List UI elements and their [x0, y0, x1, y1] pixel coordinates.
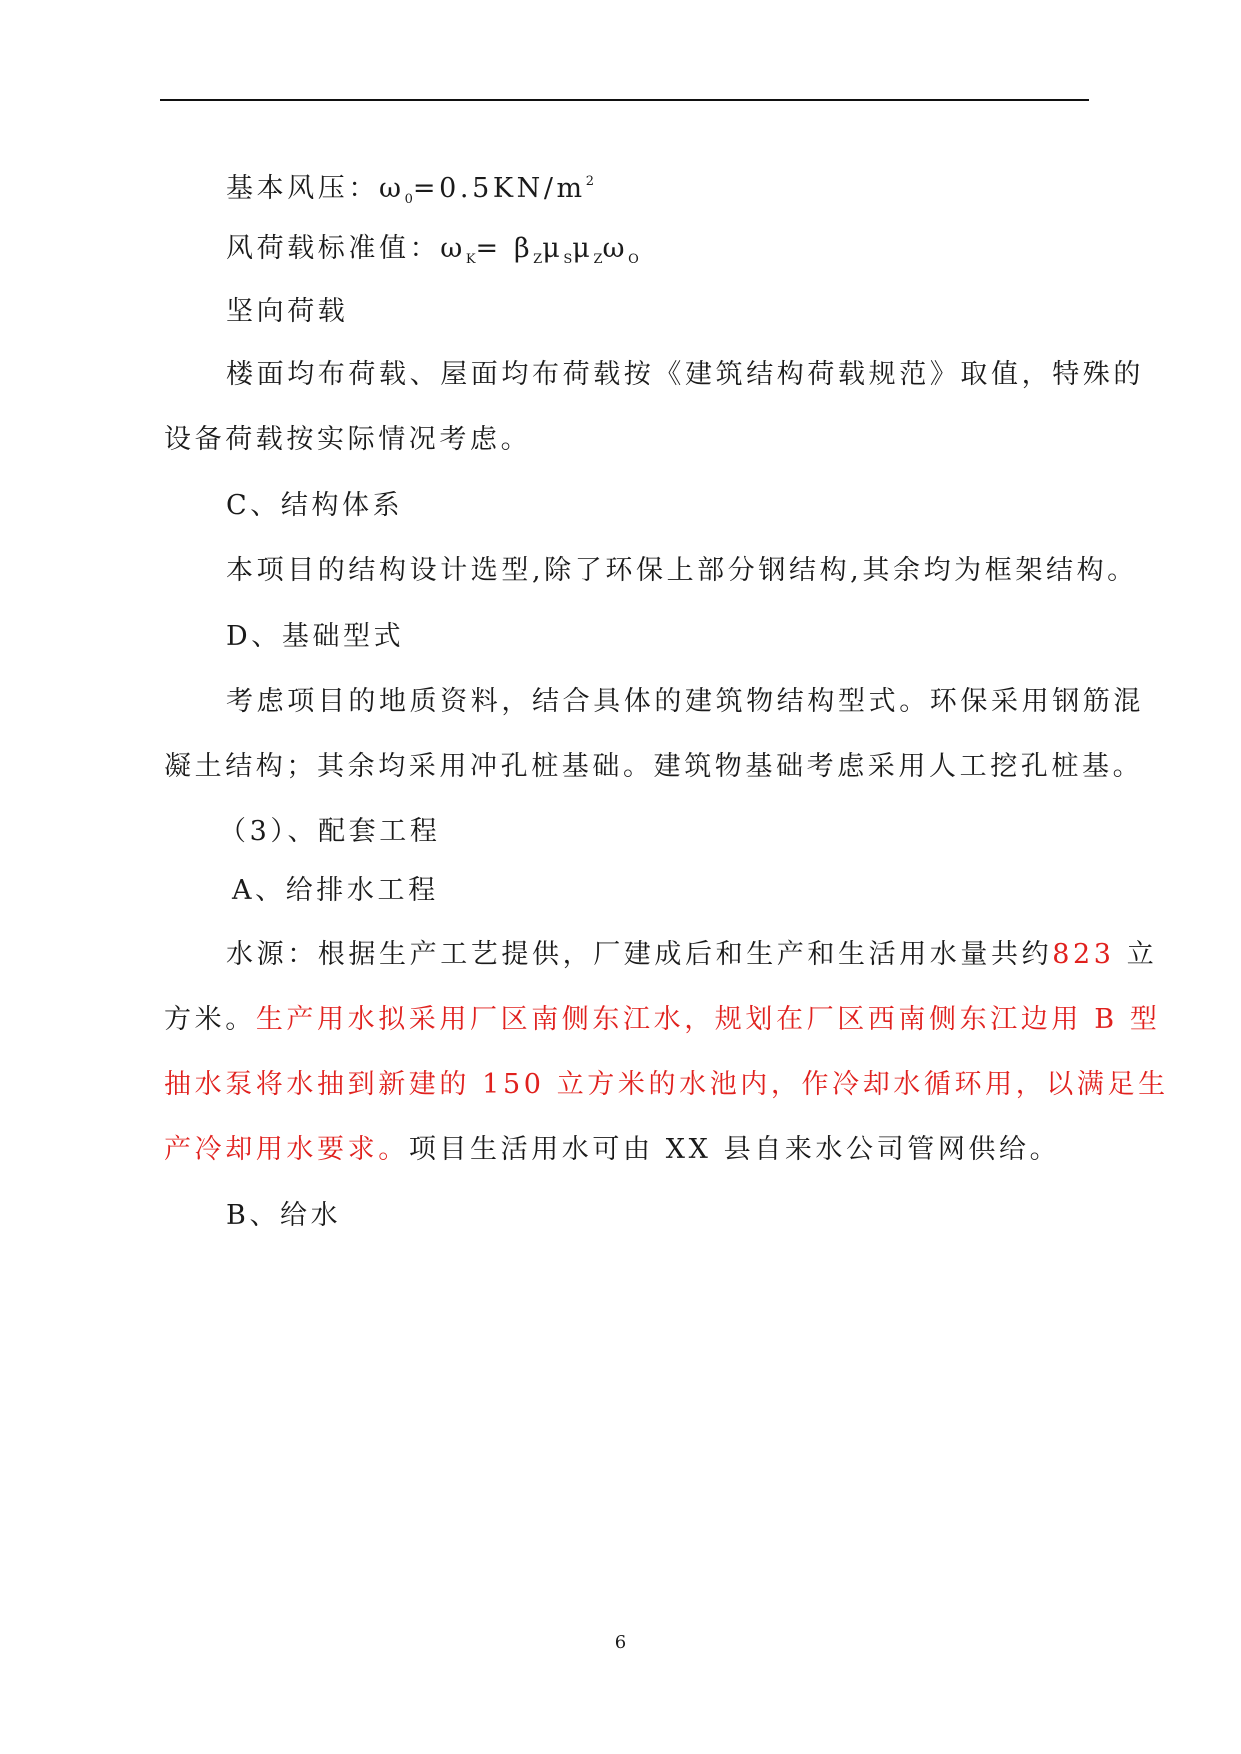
paragraph-line	[164, 1130, 1060, 1170]
paragraph-basic-wind-pressure	[226, 162, 594, 220]
omega-symbol: ω	[379, 173, 405, 204]
paragraph-line: 楼面均布荷载、屋面均布荷载按《建筑结构荷载规范》取值，特殊的	[226, 359, 1144, 390]
paragraph-water-source	[226, 935, 1157, 975]
subscript-k: K	[465, 252, 476, 267]
paragraph-line: 凝土结构；其余均采用冲孔桩基础。建筑物基础考虑采用人工挖孔桩基。	[164, 751, 1144, 782]
symbol-mu: μ	[542, 233, 564, 264]
subscript: 0	[404, 192, 413, 207]
paragraph-line: 设备荷载按实际情况考虑。	[164, 424, 532, 455]
symbol-omega: ω	[440, 233, 466, 264]
heading-supporting-works: （3）、配套工程	[219, 816, 441, 847]
header-rule	[160, 99, 1089, 101]
label: 风荷载标准值：	[226, 233, 441, 264]
subscript-s: S	[563, 252, 573, 267]
subscript-z: Z	[533, 252, 543, 267]
text: 立	[1114, 939, 1158, 970]
symbol-mu: μ	[572, 233, 594, 264]
text: 方米。	[164, 1004, 256, 1035]
heading-structure-system: C、结构体系	[226, 490, 404, 521]
text: 项目生活用水可由 XX 县自来水公司管网供给。	[408, 1134, 1061, 1165]
page-number: 6	[614, 1632, 627, 1653]
symbol-omega: ω	[602, 233, 629, 264]
heading-foundation-type: D、基础型式	[226, 621, 405, 652]
subscript-z: Z	[593, 252, 603, 267]
paragraph-line	[164, 1000, 1160, 1040]
text: 水源：根据生产工艺提供，厂建成后和生产和生活用水量共约	[226, 939, 1053, 970]
subscript-o: O	[628, 252, 639, 267]
paragraph-line: 考虑项目的地质资料，结合具体的建筑物结构型式。环保采用钢筋混	[226, 686, 1144, 717]
paragraph-line: 本项目的结构设计选型,除了环保上部分钢结构,其余均为框架结构。	[226, 555, 1138, 586]
value: =0.5KN/m	[412, 173, 586, 204]
symbol-beta: = β	[475, 233, 534, 264]
paragraph-wind-load-formula	[226, 229, 639, 280]
highlighted-text: 产冷却用水要求。	[164, 1134, 409, 1165]
superscript: 2	[585, 174, 595, 189]
highlighted-text: 生产用水拟采用厂区南侧东江水，规划在厂区西南侧东江边用 B 型	[255, 1004, 1161, 1035]
highlighted-number: 823	[1052, 939, 1115, 970]
label: 基本风压：	[226, 173, 379, 204]
highlighted-paragraph-line: 抽水泵将水抽到新建的 150 立方米的水池内，作冷却水循环用，以满足生	[164, 1069, 1169, 1100]
heading-water-supply-drainage: A、给排水工程	[232, 875, 439, 906]
heading-water-supply: B、给水	[226, 1200, 342, 1231]
heading-vertical-load: 坚向荷载	[226, 296, 349, 327]
